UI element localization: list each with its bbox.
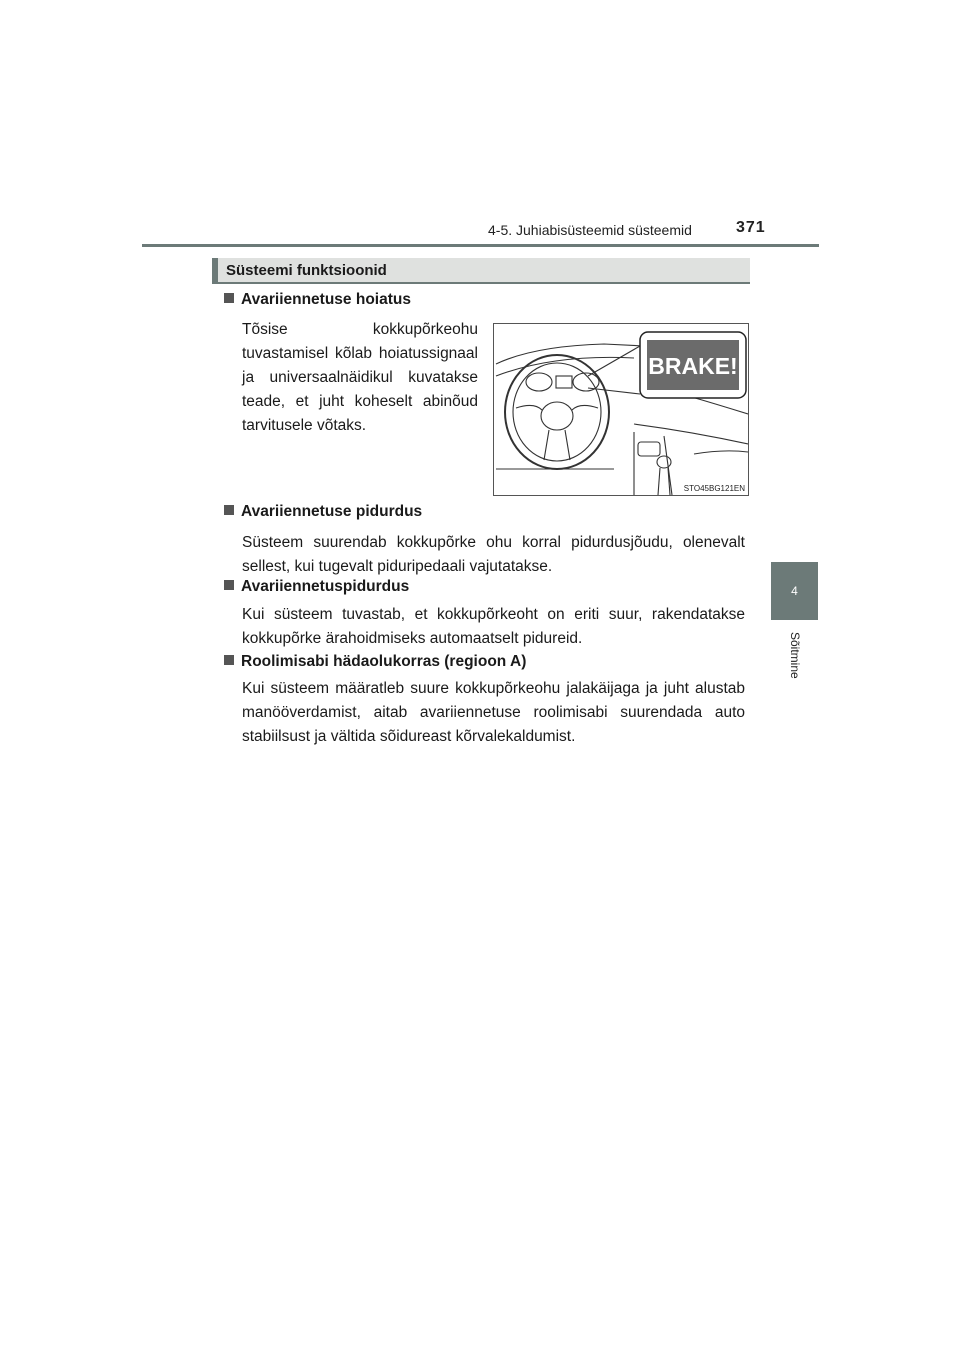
figure-code: STO45BG121EN (683, 484, 745, 493)
section-heading (212, 258, 750, 284)
square-bullet-icon (224, 580, 234, 590)
chapter-title: 4-5. Juhiabisüsteemid süsteemid (488, 222, 692, 238)
square-bullet-icon (224, 293, 234, 303)
item-title: Avariiennetuse hoiatus (241, 291, 411, 308)
item-text: Kui süsteem määratleb suure kokkupõrkeohu jalakäijaga ja juht alustab manööverdamist, aitab avariiennetuse roolimisabi suurendada auto stabiilsust ja vältida sõidureast kõrvalekaldumist. (242, 680, 745, 745)
chapter-tab[interactable] (771, 562, 818, 620)
item-heading (224, 578, 409, 596)
square-bullet-icon (224, 505, 234, 515)
item-text: Süsteem suurendab kokkupõrke ohu korral pidurdusjõudu, olenevalt sellest, kui tugevalt piduripedaali vajutatakse. (242, 534, 745, 575)
item-heading (224, 653, 526, 671)
item-text: Tõsise kokkupõrkeohu tuvastamisel kõlab hoiatussignaal ja universaalnäidikul kuvatakse teade, et juht koheselt abinõud tarvitusele võtaks. (242, 321, 478, 434)
chapter-tab-label: Sõitmine (788, 632, 802, 679)
item-text: Kui süsteem tuvastab, et kokkupõrkeoht on eriti suur, rakendatakse kokkupõrke ärahoidmiseks automaatselt pidureid. (242, 606, 745, 647)
item-heading (224, 291, 411, 309)
dashboard-drawing (494, 324, 748, 495)
dashboard-illustration (493, 323, 749, 496)
item-title: Avariiennetuspidurdus (241, 578, 410, 595)
brake-warning-text: BRAKE! (648, 353, 738, 379)
item-title: Avariiennetuse pidurdus (241, 503, 423, 520)
section-title: Süsteemi funktsioonid (226, 262, 387, 279)
item-heading (224, 503, 422, 521)
square-bullet-icon (224, 655, 234, 665)
chapter-tab-number: 4 (791, 584, 798, 598)
page-number: 371 (736, 219, 766, 236)
item-title: Roolimisabi hädaolukorras (regioon A) (241, 653, 527, 670)
header-divider (142, 244, 819, 247)
